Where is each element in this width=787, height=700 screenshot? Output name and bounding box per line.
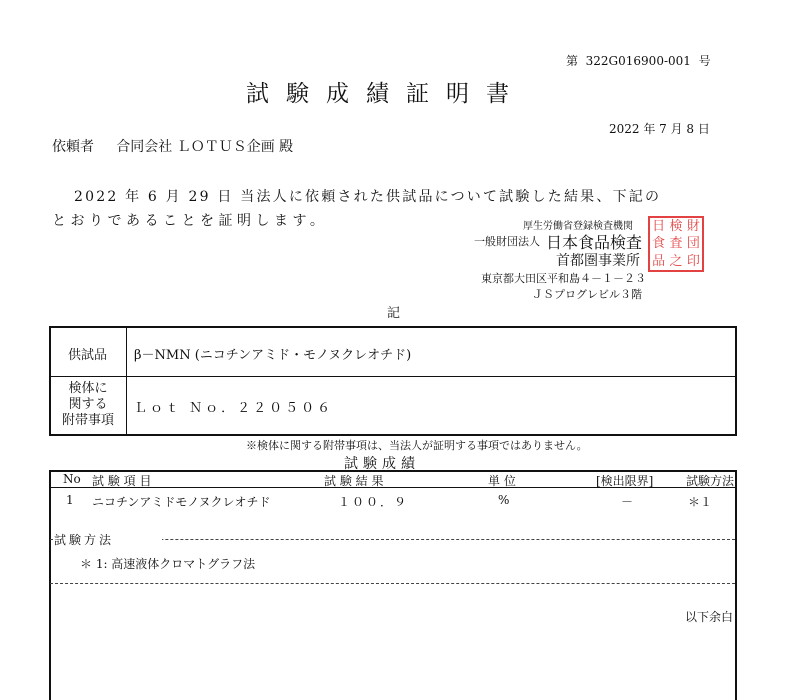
issuer-address-2: ＪＳプログレビル３階 [532, 288, 642, 301]
row-method: ＊１ [688, 495, 713, 509]
col-method: 試験方法 [686, 474, 735, 488]
appendix-label: 検体に 関する 附帯事項 [61, 381, 114, 428]
results-heading: 試験成績 [344, 456, 420, 472]
sample-label: 供試品 [68, 348, 108, 363]
end-note: 以下余白 [685, 610, 734, 624]
row-result: １００．９ [338, 495, 409, 509]
statement-line-2: とおりであることを証明します。 [52, 213, 329, 229]
client-name: 合同会社 ＬＯＴＵＳ企画 殿 [116, 139, 294, 155]
row-limit: － [621, 495, 634, 509]
sample-value: β－NMN (ニコチンアミド・モノヌクレオチド) [134, 348, 412, 363]
lot-number: Ｌｏｔ Ｎｏ．２２０５０６ [134, 401, 334, 416]
number-suffix: 号 [698, 54, 711, 68]
col-item: 試 験 項 目 [92, 474, 152, 488]
ki-marker: 記 [387, 306, 401, 321]
col-unit: 単 位 [488, 474, 516, 488]
client-label: 依頼者 [52, 139, 94, 155]
col-no: No [63, 472, 81, 486]
number-prefix: 第 [566, 54, 579, 68]
row-unit: % [498, 493, 510, 507]
certificate-number [566, 52, 711, 69]
issuer-org-type: 一般財団法人 [474, 235, 540, 248]
number-value: 322G016900-001 [585, 54, 691, 68]
issuer-registration: 厚生労働省登録検査機関 [523, 221, 633, 232]
sample-table-row-divider [50, 376, 736, 377]
official-seal: 日 検 財 食 査 団 品 之 印 [648, 216, 704, 272]
issuer-office: 首都圏事業所 [556, 253, 640, 269]
method-separator-bottom [50, 583, 735, 584]
row-no: 1 [66, 493, 74, 507]
issuer-address-1: 東京都大田区平和島４－１－２３ [481, 272, 646, 285]
col-limit: [検出限界] [596, 474, 654, 488]
row-item: ニコチンアミドモノヌクレオチド [92, 495, 271, 509]
sample-table-divider [126, 327, 127, 435]
sample-table [49, 326, 737, 436]
statement-line-1: 2022 年 6 月 29 日 当法人に依頼された供試品について試験した結果、下記の [74, 189, 662, 205]
method-label: 試験方法 [54, 531, 162, 548]
document-title: 試験成績証明書 [246, 81, 526, 107]
issuer-org-name: 日本食品検査 [546, 233, 643, 252]
appendix-note: ※検体に関する附帯事項は、当法人が証明する事項ではありません。 [246, 439, 588, 452]
method-note: ＊ 1: 高速液体クロマトグラフ法 [80, 557, 256, 571]
client-line [52, 136, 293, 156]
issue-date: 2022 年 7 月 8 日 [609, 122, 710, 136]
col-result: 試 験 結 果 [324, 474, 384, 488]
